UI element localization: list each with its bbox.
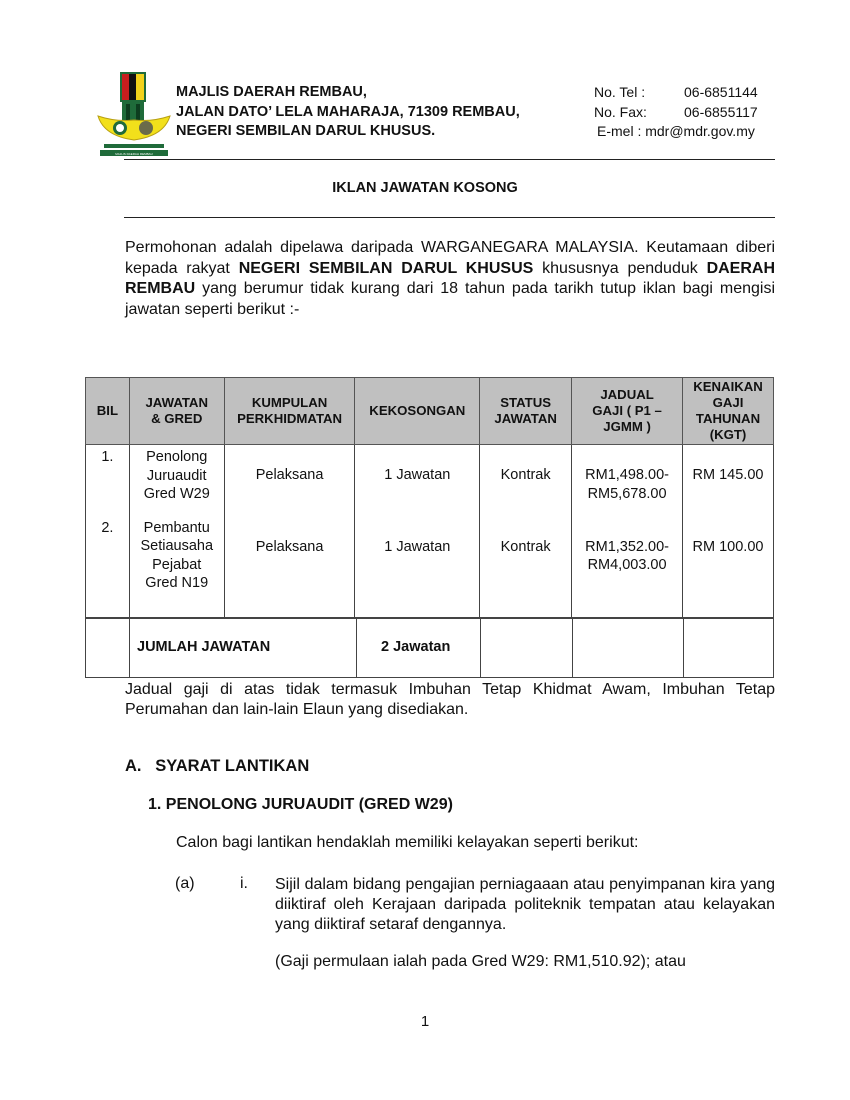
intro-bold-state: NEGERI SEMBILAN DARUL KHUSUS — [238, 259, 534, 277]
fax-value: 06-6855117 — [684, 103, 758, 120]
table-header-row — [86, 378, 774, 445]
total-divider — [356, 619, 357, 677]
requirement-intro: Calon bagi lantikan hendaklah memiliki kelayakan seperti berikut: — [176, 834, 639, 851]
document-title: IKLAN JAWATAN KOSONG — [332, 180, 518, 196]
organization-address — [176, 83, 520, 142]
title-divider — [124, 217, 775, 218]
tel-value: 06-6851144 — [684, 84, 758, 100]
cell-kumpulan: Pelaksana — [224, 519, 355, 618]
cell-kekosongan: 1 Jawatan — [355, 445, 480, 519]
intro-text-3: yang berumur tidak kurang dari 18 tahun pada tarikh tutup iklan bagi mengisi jawatan seperti berikut :- — [125, 280, 775, 318]
vacancy-table — [85, 377, 774, 618]
item-label-i: i. — [240, 875, 248, 892]
total-divider — [572, 619, 573, 677]
page-number: 1 — [420, 1013, 430, 1030]
cell-kumpulan: Pelaksana — [224, 445, 355, 519]
contact-info — [594, 83, 758, 142]
cell-bil: 1. — [86, 445, 130, 519]
item-label-a: (a) — [175, 875, 195, 892]
org-name: MAJLIS DAERAH REMBAU, — [176, 84, 367, 100]
org-state: NEGERI SEMBILAN DARUL KHUSUS. — [176, 123, 436, 139]
total-divider — [480, 619, 481, 677]
cell-status: Kontrak — [480, 519, 572, 618]
total-label: JUMLAH JAWATAN — [137, 639, 271, 655]
section-heading: A. SYARAT LANTIKAN — [125, 757, 310, 775]
header-gaji: JADUAL GAJI ( P1 –JGMM ) — [572, 378, 683, 445]
org-street: JALAN DATO’ LELA MAHARAJA, 71309 REMBAU, — [176, 103, 520, 120]
salary-note: Jadual gaji di atas tidak termasuk Imbuhan Tetap Khidmat Awam, Imbuhan Tetap Perumahan dan lain-lain Elaun yang disediakan. — [125, 681, 775, 718]
intro-bold-district: DAERAH REMBAU — [125, 259, 776, 297]
cell-kekosongan: 1 Jawatan — [355, 519, 480, 618]
fax-label: No. Fax: — [594, 103, 647, 120]
total-divider — [683, 619, 684, 677]
cell-status: Kontrak — [480, 445, 572, 519]
cell-jawatan: Pembantu Setiausaha Pejabat Gred N19 — [129, 519, 224, 618]
subsection-heading: 1. PENOLONG JURUAUDIT (GRED W29) — [148, 796, 453, 813]
cell-kgt: RM 145.00 — [683, 445, 774, 519]
cell-gaji: RM1,498.00- RM5,678.00 — [572, 445, 683, 519]
header-jawatan: JAWATAN & GRED — [129, 378, 224, 445]
intro-text-1: Permohonan adalah dipelawa daripada WARGANEGARA MALAYSIA. Keutamaan diberi kepada rakyat — [125, 239, 775, 277]
total-value: 2 Jawatan — [381, 639, 451, 655]
tel-label: No. Tel : — [594, 84, 646, 100]
cell-bil: 2. — [86, 519, 130, 618]
header-kumpulan: KUMPULAN PERKHIDMATAN — [224, 378, 355, 445]
total-row — [85, 618, 774, 678]
total-divider — [129, 619, 130, 677]
header-kgt: KENAIKAN GAJI TAHUNAN (KGT) — [683, 378, 774, 445]
cell-jawatan: Penolong Juruaudit Gred W29 — [129, 445, 224, 519]
header-bil: BIL — [86, 378, 130, 445]
council-crest-logo — [96, 70, 172, 160]
requirement-text: Sijil dalam bidang pengajian perniagaaan atau penyimpanan kira yang diiktiraf oleh Kerajaan daripada politeknik tempatan atau kelayakan yang diiktiraf setaraf dengannya. — [275, 876, 775, 933]
header-divider — [124, 159, 775, 160]
header-status: STATUS JAWATAN — [480, 378, 572, 445]
header-kekosongan: KEKOSONGAN — [355, 378, 480, 445]
cell-gaji: RM1,352.00- RM4,003.00 — [572, 519, 683, 618]
crest-motto: MAJLIS DAERAH REMBAU — [115, 152, 153, 156]
intro-paragraph — [125, 238, 775, 320]
table-row — [86, 519, 774, 618]
table-row — [86, 445, 774, 519]
cell-kgt: RM 100.00 — [683, 519, 774, 618]
email-link[interactable]: E-mel : mdr@mdr.gov.my — [597, 123, 755, 139]
starting-salary: (Gaji permulaan ialah pada Gred W29: RM1,510.92); atau — [275, 953, 686, 970]
intro-text-2: khususnya penduduk — [533, 259, 707, 277]
